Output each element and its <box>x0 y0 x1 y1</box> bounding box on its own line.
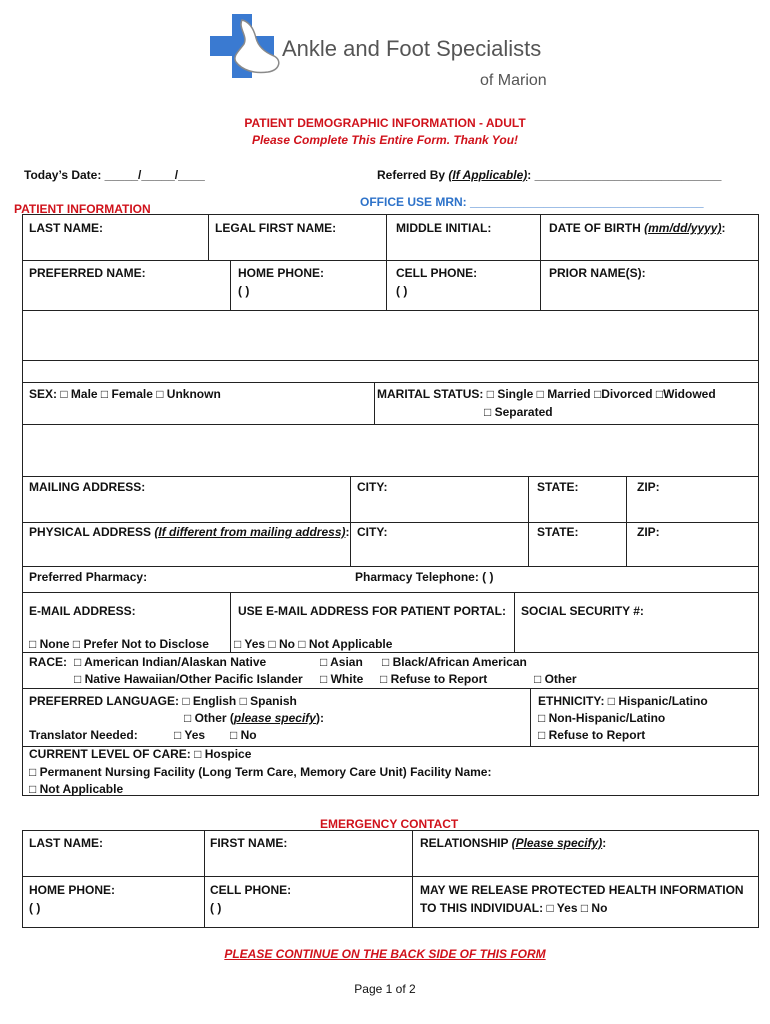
race-white[interactable]: □ White <box>320 672 364 686</box>
patient-info-heading: PATIENT INFORMATION <box>14 202 151 216</box>
physical-address-hint: (If different from mailing address) <box>154 525 346 539</box>
ec-relationship-hint: (Please specify) <box>511 836 603 850</box>
emergency-contact-table <box>22 830 759 928</box>
sex-options[interactable]: SEX: □ Male □ Female □ Unknown <box>29 387 221 401</box>
ethnicity-non-hispanic[interactable]: □ Non-Hispanic/Latino <box>538 711 666 725</box>
portal-options[interactable]: □ Yes □ No □ Not Applicable <box>234 637 393 651</box>
form-title: PATIENT DEMOGRAPHIC INFORMATION - ADULT <box>244 116 526 130</box>
physical-address-label: PHYSICAL ADDRESS <box>29 525 155 539</box>
mailing-state-field[interactable]: STATE: <box>537 480 579 494</box>
physical-state-field[interactable]: STATE: <box>537 525 579 539</box>
mailing-address-field[interactable]: MAILING ADDRESS: <box>29 480 146 494</box>
physical-address-field[interactable] <box>29 525 350 539</box>
brand-name: Ankle and Foot Specialists <box>282 36 542 61</box>
referred-by-hint: (If Applicable) <box>448 168 528 182</box>
preferred-language-options[interactable]: PREFERRED LANGUAGE: □ English □ Spanish <box>29 694 297 708</box>
ec-first-name-field[interactable]: FIRST NAME: <box>210 836 288 850</box>
referred-by-line: : ____________________________ <box>527 168 722 182</box>
ec-relationship-label: RELATIONSHIP <box>420 836 512 850</box>
language-other-hint: please specify <box>233 711 316 725</box>
marital-separated-option[interactable]: □ Separated <box>484 405 553 419</box>
ethnicity-refuse[interactable]: □ Refuse to Report <box>538 728 646 742</box>
pharmacy-telephone-field[interactable]: Pharmacy Telephone: ( ) <box>355 570 494 584</box>
continue-note: PLEASE CONTINUE ON THE BACK SIDE OF THIS FORM <box>224 947 546 961</box>
ec-cell-phone-paren: ( ) <box>210 901 222 915</box>
race-native-hawaiian[interactable]: □ Native Hawaiian/Other Pacific Islander <box>74 672 303 686</box>
brand-location: of Marion <box>480 72 547 89</box>
ec-home-phone-paren: ( ) <box>29 901 41 915</box>
care-level-nursing[interactable]: □ Permanent Nursing Facility (Long Term Care, Memory Care Unit) Facility Name: <box>29 765 492 779</box>
prior-names-field[interactable]: PRIOR NAME(S): <box>549 266 646 280</box>
ethnicity-hispanic[interactable]: ETHNICITY: □ Hispanic/Latino <box>538 694 708 708</box>
physical-city-field[interactable]: CITY: <box>357 525 388 539</box>
ec-home-phone-field[interactable]: HOME PHONE: <box>29 883 116 897</box>
ec-relationship-colon: : <box>602 836 607 850</box>
marital-status-options[interactable]: MARITAL STATUS: □ Single □ Married □Divorced □Widowed <box>377 387 716 401</box>
page-number: Page 1 of 2 <box>354 982 416 996</box>
emergency-contact-heading: EMERGENCY CONTACT <box>320 817 459 831</box>
legal-first-name-field[interactable]: LEGAL FIRST NAME: <box>215 221 337 235</box>
cell-phone-paren: ( ) <box>396 284 408 298</box>
email-address-field[interactable]: E-MAIL ADDRESS: <box>29 604 136 618</box>
dob-label: DATE OF BIRTH <box>549 221 645 235</box>
physical-address-colon: : <box>345 525 350 539</box>
translator-needed-label: Translator Needed: <box>29 728 138 742</box>
language-other-option[interactable] <box>184 711 324 725</box>
race-black[interactable]: □ Black/African American <box>382 655 527 669</box>
office-mrn-field[interactable]: OFFICE USE MRN: ___________________________________ <box>360 195 704 209</box>
language-other-end: ): <box>315 711 324 725</box>
mailing-city-field[interactable]: CITY: <box>357 480 388 494</box>
ec-release-question: MAY WE RELEASE PROTECTED HEALTH INFORMATION <box>420 883 744 897</box>
ec-relationship-field[interactable] <box>420 836 606 850</box>
dob-colon: : <box>721 221 726 235</box>
table-border <box>22 214 759 796</box>
foot-icon <box>224 16 284 78</box>
social-security-field[interactable]: SOCIAL SECURITY #: <box>521 604 644 618</box>
race-label: RACE: <box>29 655 67 669</box>
use-email-portal-field[interactable]: USE E-MAIL ADDRESS FOR PATIENT PORTAL: <box>238 604 507 618</box>
home-phone-paren: ( ) <box>238 284 250 298</box>
race-other[interactable]: □ Other <box>534 672 577 686</box>
preferred-pharmacy-field[interactable]: Preferred Pharmacy: <box>29 570 148 584</box>
email-none-options[interactable]: □ None □ Prefer Not to Disclose <box>29 637 209 651</box>
cell-phone-field[interactable]: CELL PHONE: <box>396 266 478 280</box>
race-asian[interactable]: □ Asian <box>320 655 363 669</box>
race-refuse[interactable]: □ Refuse to Report <box>380 672 488 686</box>
care-level-hospice[interactable]: CURRENT LEVEL OF CARE: □ Hospice <box>29 747 252 761</box>
last-name-field[interactable]: LAST NAME: <box>29 221 103 235</box>
language-other-label: □ Other ( <box>184 711 234 725</box>
preferred-name-field[interactable]: PREFERRED NAME: <box>29 266 146 280</box>
date-of-birth-field[interactable] <box>549 221 725 235</box>
home-phone-field[interactable]: HOME PHONE: <box>238 266 325 280</box>
ec-last-name-field[interactable]: LAST NAME: <box>29 836 103 850</box>
dob-format: (mm/dd/yyyy) <box>644 221 722 235</box>
form-subtitle: Please Complete This Entire Form. Thank You! <box>251 133 519 147</box>
physical-zip-field[interactable]: ZIP: <box>637 525 660 539</box>
referred-by-field[interactable] <box>377 168 721 182</box>
logo <box>210 14 550 94</box>
translator-no-option[interactable]: □ No <box>230 728 257 742</box>
mailing-zip-field[interactable]: ZIP: <box>637 480 660 494</box>
referred-by-label: Referred By <box>377 168 446 182</box>
ec-cell-phone-field[interactable]: CELL PHONE: <box>210 883 292 897</box>
race-american-indian[interactable]: □ American Indian/Alaskan Native <box>74 655 267 669</box>
todays-date-field[interactable]: Today’s Date: _____/_____/____ <box>24 168 205 182</box>
middle-initial-field[interactable]: MIDDLE INITIAL: <box>396 221 492 235</box>
ec-release-options[interactable]: TO THIS INDIVIDUAL: □ Yes □ No <box>420 901 608 915</box>
care-level-not-applicable[interactable]: □ Not Applicable <box>29 782 124 796</box>
translator-yes-option[interactable]: □ Yes <box>174 728 206 742</box>
patient-info-table <box>22 214 759 796</box>
